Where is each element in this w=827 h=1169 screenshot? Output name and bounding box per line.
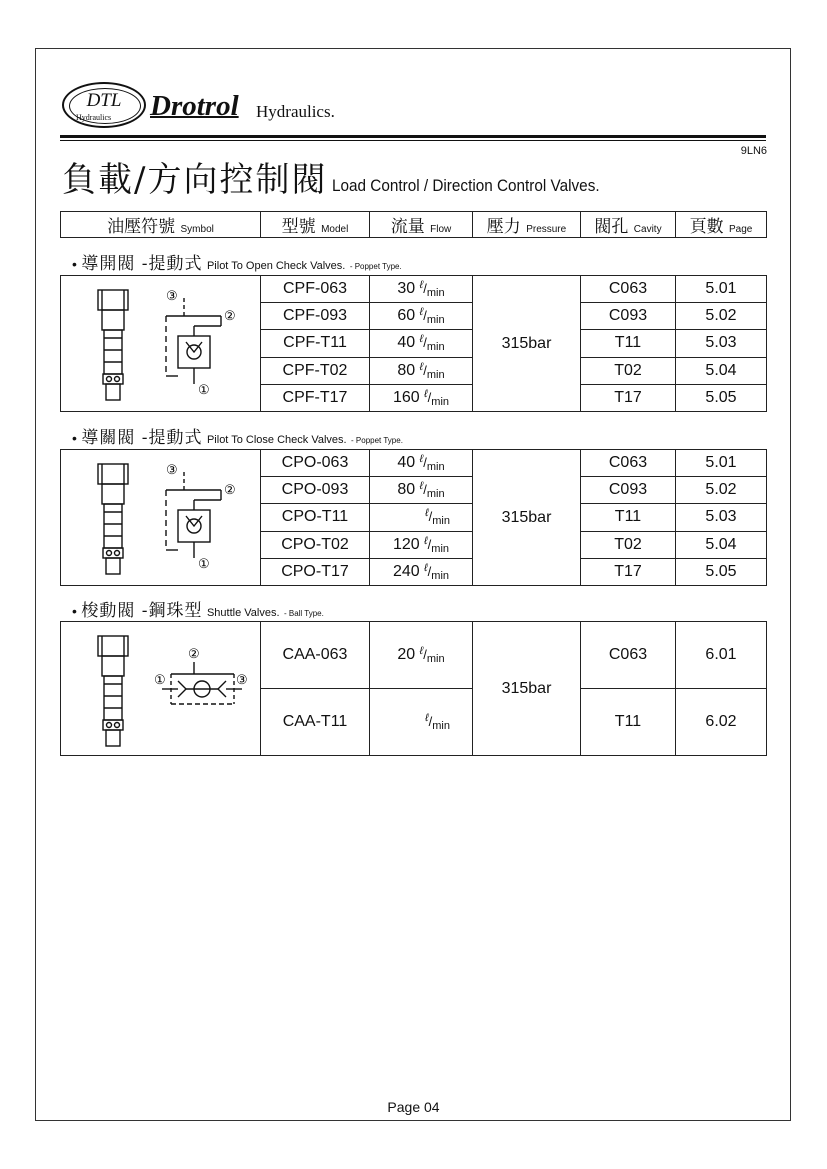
page-cell: 6.01 xyxy=(676,622,767,689)
model-cell: CPF-093 xyxy=(261,303,370,330)
page-cell: 5.01 xyxy=(676,276,767,303)
page-number: Page 04 xyxy=(387,1099,440,1115)
symbol-cell xyxy=(61,276,261,412)
header-rule-thin xyxy=(60,140,766,141)
page-cell: 5.03 xyxy=(676,330,767,357)
flow-cell: 120 ℓ/min xyxy=(370,531,473,558)
port-3-label: ③ xyxy=(165,462,178,477)
flow-cell: 30 ℓ/min xyxy=(370,276,473,303)
port-3-label: ③ xyxy=(165,288,178,303)
col-cavity: 閥孔 Cavity xyxy=(581,212,676,238)
pilot-check-valve-symbol-icon xyxy=(66,276,256,406)
page-cell: 5.04 xyxy=(676,357,767,384)
cavity-cell: C093 xyxy=(581,477,676,504)
port-2-label: ② xyxy=(223,308,236,323)
page-title xyxy=(62,152,629,201)
table-pilot-close xyxy=(60,449,767,586)
port-1-label: ① xyxy=(197,556,210,571)
table-row xyxy=(61,276,767,303)
cavity-cell: T02 xyxy=(581,357,676,384)
page-cell: 5.01 xyxy=(676,450,767,477)
model-cell: CAA-T11 xyxy=(261,689,370,756)
brand-suffix: Hydraulics. xyxy=(256,102,335,121)
flow-cell: 80 ℓ/min xyxy=(370,357,473,384)
pressure-cell: 315bar xyxy=(473,276,581,412)
page-cell: 5.05 xyxy=(676,384,767,411)
pressure-cell: 315bar xyxy=(473,622,581,756)
col-flow: 流量 Flow xyxy=(370,212,473,238)
flow-cell: ℓ/min xyxy=(370,504,473,531)
page-cell: 5.05 xyxy=(676,558,767,585)
doc-code: 9LN6 xyxy=(740,145,767,157)
page-cell: 6.02 xyxy=(676,689,767,756)
symbol-cell xyxy=(61,622,261,756)
section-heading-pilot-close: • 導關閥 -提動式 Pilot To Close Check Valves. - Poppet Type. xyxy=(72,428,403,448)
table-pilot-open xyxy=(60,275,767,412)
model-cell: CPO-063 xyxy=(261,450,370,477)
cavity-cell: C063 xyxy=(581,450,676,477)
table-shuttle xyxy=(60,621,767,756)
section-heading-pilot-open: • 導開閥 -提動式 Pilot To Open Check Valves. - Poppet Type. xyxy=(72,254,402,274)
col-pressure: 壓力 Pressure xyxy=(473,212,581,238)
cavity-cell: C063 xyxy=(581,276,676,303)
company-logo xyxy=(62,82,382,132)
section-heading-shuttle: • 梭動閥 -鋼珠型 Shuttle Valves. - Ball Type. xyxy=(72,601,324,621)
page-cell: 5.04 xyxy=(676,531,767,558)
col-symbol: 油壓符號 Symbol xyxy=(61,212,261,238)
pressure-cell: 315bar xyxy=(473,450,581,586)
table-row xyxy=(61,450,767,477)
model-cell: CPF-T17 xyxy=(261,384,370,411)
cavity-cell: T02 xyxy=(581,531,676,558)
model-cell: CAA-063 xyxy=(261,622,370,689)
brand-name: Drotrol xyxy=(150,90,239,122)
model-cell: CPO-T11 xyxy=(261,504,370,531)
flow-cell: 160 ℓ/min xyxy=(370,384,473,411)
port-1-label: ① xyxy=(153,672,166,687)
logo-mark-text: DTL xyxy=(86,90,122,111)
cavity-cell: T11 xyxy=(581,504,676,531)
dtl-logo-emblem xyxy=(62,82,146,128)
logo-ring-text: Hydraulics xyxy=(76,113,112,122)
port-2-label: ② xyxy=(187,646,200,661)
page-cell: 5.02 xyxy=(676,477,767,504)
port-1-label: ① xyxy=(197,382,210,397)
flow-cell: 20 ℓ/min xyxy=(370,622,473,689)
model-cell: CPO-T02 xyxy=(261,531,370,558)
cavity-cell: T17 xyxy=(581,384,676,411)
cavity-cell: T11 xyxy=(581,330,676,357)
page-cell: 5.02 xyxy=(676,303,767,330)
page-title-en: Load Control / Direction Control Valves. xyxy=(331,176,600,195)
model-cell: CPF-T11 xyxy=(261,330,370,357)
shuttle-valve-symbol-icon xyxy=(66,622,256,750)
model-cell: CPF-063 xyxy=(261,276,370,303)
col-page: 頁數 Page xyxy=(676,212,767,238)
flow-cell: 80 ℓ/min xyxy=(370,477,473,504)
cavity-cell: T11 xyxy=(581,689,676,756)
port-3-label: ③ xyxy=(235,672,248,687)
col-model: 型號 Model xyxy=(261,212,370,238)
flow-cell: 240 ℓ/min xyxy=(370,558,473,585)
flow-cell: ℓ/min xyxy=(370,689,473,756)
page-cell: 5.03 xyxy=(676,504,767,531)
model-cell: CPO-093 xyxy=(261,477,370,504)
column-header xyxy=(60,211,767,238)
table-row xyxy=(61,622,767,689)
symbol-cell xyxy=(61,450,261,586)
page-title-zh: 負載/方向控制閥 xyxy=(62,160,328,200)
cavity-cell: C063 xyxy=(581,622,676,689)
cavity-cell: T17 xyxy=(581,558,676,585)
flow-cell: 40 ℓ/min xyxy=(370,450,473,477)
flow-cell: 60 ℓ/min xyxy=(370,303,473,330)
header-rule xyxy=(60,135,766,138)
port-2-label: ② xyxy=(223,482,236,497)
model-cell: CPO-T17 xyxy=(261,558,370,585)
pilot-close-valve-symbol-icon xyxy=(66,450,256,580)
flow-cell: 40 ℓ/min xyxy=(370,330,473,357)
model-cell: CPF-T02 xyxy=(261,357,370,384)
cavity-cell: C093 xyxy=(581,303,676,330)
